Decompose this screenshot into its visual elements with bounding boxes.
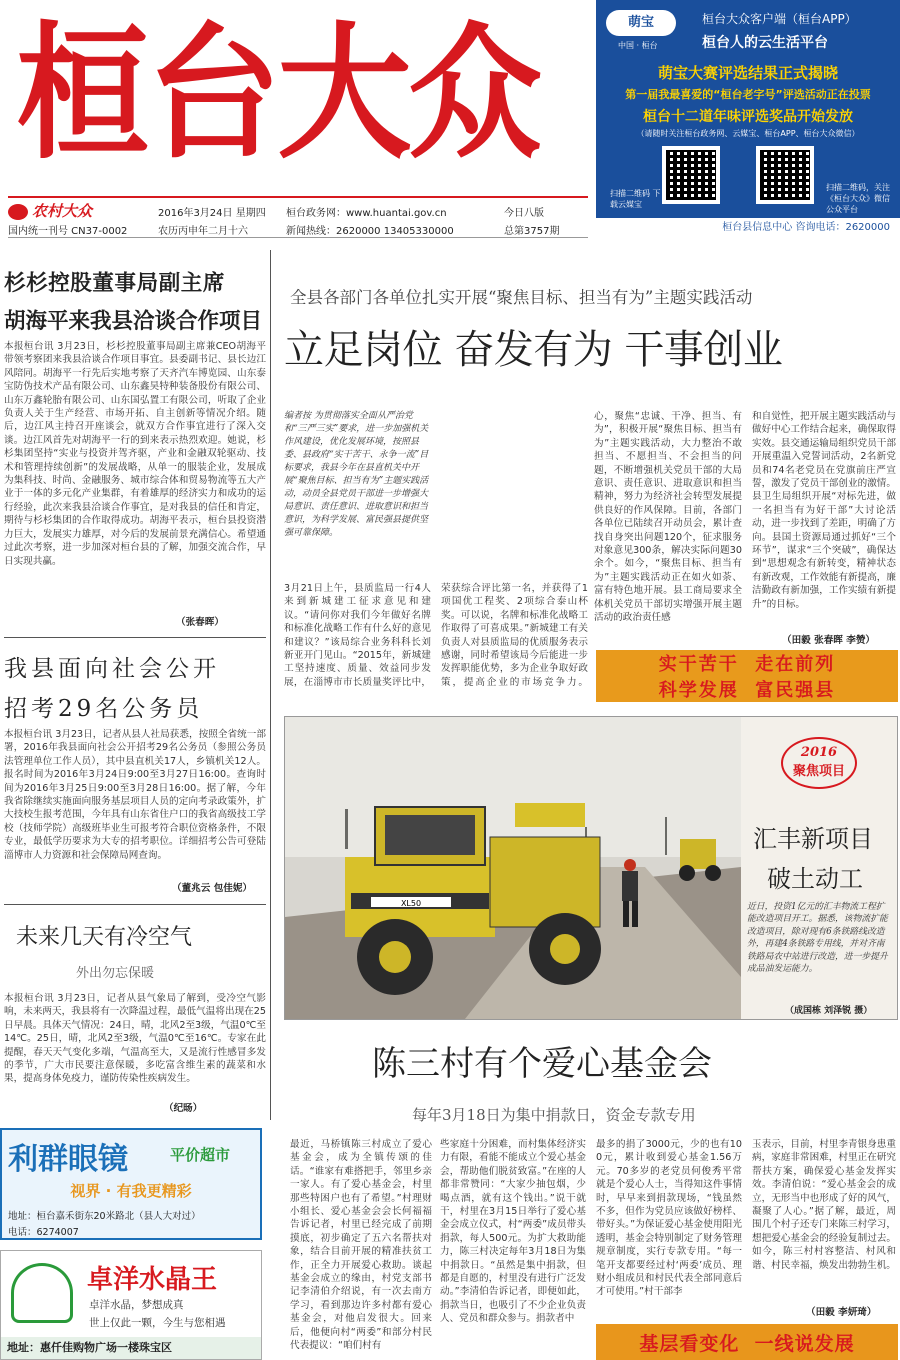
masthead xyxy=(0,0,590,195)
project-badge xyxy=(781,737,857,789)
liqun-glasses-ad xyxy=(0,1128,262,1240)
zhuoyang-slogan-2: 世上仅此一颗，今生与您相遇 xyxy=(89,1317,226,1329)
ad-line-4: （请随时关注桓台政务网、云媒宝、桓台APP、桓台大众微信） xyxy=(636,129,860,138)
app-ad xyxy=(596,0,900,238)
article3-byline: （纪旸） xyxy=(164,1103,203,1114)
cn-number: 国内统一刊号 CN37-0002 xyxy=(8,226,128,237)
scan-follow-text: 扫描二维码，关注《桓台大众》微信公众平台 xyxy=(826,183,890,214)
zhuoyang-slogan-1: 卓洋水晶，梦想成真 xyxy=(89,1299,184,1311)
client-name: 桓台大众客户端（桓台APP） xyxy=(702,12,857,26)
lead-editor-note: 编者按 为贯彻落实全面从严治党和“三严三实”要求，进一步加强机关作风建设，优化发展环境，按照县委、县政府“实干苦干、永争一流”目标要求，我县今年在县直机关中开展“聚焦目标、担当有为”主题实践活动，动员全县党员干部进一步增强大局意识、责任意识、进取意识和担当意识，为科学发展、富民强县提供坚强可靠保障。 xyxy=(284,411,429,538)
lead-byline: （田毅 张春晖 李赞） xyxy=(782,635,876,646)
crystal-logo-icon xyxy=(11,1263,73,1323)
liqun-slogan: 视界 · 有我更精彩 xyxy=(70,1182,192,1200)
news-hotline: 新闻热线：2620000 13405330000 xyxy=(286,226,454,237)
lead-kicker: 全县各部门各单位扎实开展“聚焦目标、担当有为”主题实践活动 xyxy=(290,288,753,307)
story-col1: 最近，马桥镇陈三村成立了爱心基金会，成为全镇传颂的佳话。“谁家有难搭把手，邻里乡亲一家人。有了爱心基金会，村里那些特困户也有了希望。”村理财小组长、爱心基金会会长何福福告诉记者，村里已经完成了前期摸底，初步确定了五六名帮扶对象，结合目前开展的精准扶贫工作，正全力开展爱心救助。谈起基金会成立的缘由，村党支部书记李清伯介绍说，有一次去南方学习，看到那边许多村都有爱心基金会，对他启发很大。回来后，他便向村“两委”和部分村民代表提议：“咱们村有 xyxy=(290,1139,432,1352)
story-subhead: 每年3月18日为集中捐款日，资金专款专用 xyxy=(412,1106,696,1124)
lead-col4: 和自觉性，把开展主题实践活动与做好中心工作结合起来，确保取得实效。县交通运输局组织党员干部开展重温入党誓词活动，2名新党员和74名老党员在党旗前庄严宣誓，激发了党员干部创业的激情。县卫生局组织开展“对标先进，做一名担当有为好干部”大讨论活动，进一步找到了差距，明确了方向。县国土资源局通过抓好“三个环节”，谋求“三个突破”，确保达到“思想观念有新转变，精神状态有新改观，工作效能有新提高，廉洁勤政有新加强，工作实绩有新提升”的目标。 xyxy=(752,411,896,610)
liqun-phone: 电话：6274007 xyxy=(8,1227,79,1238)
total-issue: 总第3757期 xyxy=(504,226,560,237)
story-headline: 陈三村有个爱心基金会 xyxy=(372,1044,712,1084)
issue-info-strip xyxy=(8,196,588,238)
brand-logo: 萌宝 xyxy=(606,10,676,36)
article3-title: 未来几天有冷空气 xyxy=(16,925,193,950)
slogan-banner-line1: 实干苦干 走在前列 xyxy=(658,654,836,675)
divider xyxy=(4,637,266,638)
issue-date: 2016年3月24日 星期四 xyxy=(158,208,266,219)
client-slogan: 桓台人的云生活平台 xyxy=(702,35,828,51)
zhuoyang-crystal-ad xyxy=(0,1250,262,1360)
ad-footer: 桓台县信息中心 咨询电话：2620000 xyxy=(596,218,900,238)
story-col4: 玉表示，目前，村里李青银身患重病，家庭非常困难，村里正在研究帮扶方案，确保爱心基金发挥实效。李清伯说：“爱心基金会的成立，无形当中也形成了好的风气，凝聚了人心。”据了解，最近，周围几个村子还专门来陈三村学习，想把爱心基金会的经验复制过去。如今，陈三村村容整洁、村风和谐、村民幸福，焕发出勃勃生机。 xyxy=(752,1139,896,1271)
photo-caption: 近日，投资1亿元的汇丰物流工程扩能改造项目开工。据悉，该物流扩能改造项目，除对现有6条铁路线改造外，再建4条铁路专用线，并对齐南铁路局农中站进行改造，进一步提升成品油发运能力。 xyxy=(747,902,888,975)
zhuoyang-address: 地址：惠仟佳购物广场一楼珠宝区 xyxy=(1,1337,261,1359)
rural-paper-name: 农村大众 xyxy=(32,202,93,220)
photo-feature xyxy=(284,716,898,1020)
article2-byline: （董兆云 包佳妮） xyxy=(172,883,253,894)
rural-logo-icon xyxy=(8,204,28,220)
qr-code-app[interactable] xyxy=(662,146,720,204)
article1-title-line2: 胡海平来我县洽谈合作项目 xyxy=(4,309,263,334)
photo-credit: （成国栋 刘泽锐 摄） xyxy=(785,1006,873,1016)
lead-col2-top xyxy=(438,410,586,580)
article2-title-line1: 我县面向社会公开 xyxy=(4,656,220,682)
divider xyxy=(4,904,266,905)
lead-headline: 立足岗位 奋发有为 干事创业 xyxy=(284,327,783,373)
zhuoyang-name: 卓洋水晶王 xyxy=(87,1265,218,1295)
article3-body: 本报桓台讯 3月23日，记者从县气象局了解到，受冷空气影响，未来两天，我县将有一次降温过程，最低气温将出现在25日早晨。具体天气情况：24日，晴，北风2至3级，气温0℃至14℃。25日，晴，北风2至3级，气温0℃至16℃。专家在此提醒，春天天气变化多端，气温高至大，又是流行性感冒多发的季节，广大市民要注意保暖，多吃富含维生素的蔬菜和水果，提高身体免疫力，谨防传染性疾病发生。 xyxy=(4,993,266,1085)
article3-subtitle: 外出勿忘保暖 xyxy=(76,966,155,981)
story-byline: （田毅 李妍琦） xyxy=(806,1307,877,1318)
article1-body: 本报桓台讯 3月23日，杉杉控股董事局副主席兼CEO胡海平带领考察团来我县洽谈合作项目事宜。县委副书记、县长边江风陪同。胡海平一行先后实地考察了天齐汽车博览园、山东泰宝防伪技术产品有限公司、山东鑫昊特种装备股份有限公司、山东万鑫轮胎有限公司、山东国弘置工有限公司，听取了企业负责人关于生产经营、市场开拓、自主创新等情况介绍。随后，边江风主持召开座谈会，就双方合作事宜进行了深入交谈。边江风首先对胡海平一行的到来表示热烈欢迎。她说，杉杉集团坚持“实业与投资并驾齐驱，产业和金融双轮驱动、技术和管理持续创新”的发展战略，从单一的服装企业，发展成为集科技、时尚、金融服务、城市综合体和贸易物流等五大产业于一体的多元化产业集群，有着雄厚的经济实力和成功的运行经验，此次来我县洽谈合作事宜，是对我县的信任和肯定，期待与杉杉集团的合作取得成功。胡海平表示，桓台县投资潜力巨大，发展实力雄厚，对今后的发展前景充满信心。希望通过此次考察，进一步加深对桓台县的了解，加强交流合作，早日实现共赢。 xyxy=(4,341,266,567)
machine-label: XL50 xyxy=(400,899,422,908)
story-col2: 些家庭十分困难，而村集体经济实力有限，看能不能成立个爱心基金会，帮助他们脱贫致富。”在座的人都非常赞同：“大家少抽包烟，少喝点酒，就有这个钱出。”说干就干，村里在3月15日举行了爱心基金会成立仪式，村“两委”成员带头捐款，每人500元。为扩大救助能力，陈三村决定每年3月18日为集中捐款日。“虽然是集中捐款，但都是自愿的，村里没有进行广泛发动。”李清伯告诉记者，即便如此，捐款当日，也吸引了不少企业负责人、党员和群众参与。捐款者中 xyxy=(440,1139,586,1325)
lunar-date: 农历丙申年二月十六 xyxy=(158,226,248,237)
ad-line-1: 萌宝大赛评选结果正式揭晓 xyxy=(657,64,838,82)
slogan-banner xyxy=(596,650,898,702)
badge-year: 2016 xyxy=(800,745,838,760)
qr-code-wechat[interactable] xyxy=(756,146,814,204)
pages-today: 今日八版 xyxy=(504,208,544,219)
construction-photo[interactable] xyxy=(285,717,741,1019)
liqun-name: 利群眼镜 xyxy=(8,1142,128,1177)
liqun-address: 地址：桓台嘉禾街东20米路北（县人大对过） xyxy=(8,1211,201,1222)
lead-col2: 3月21日上午，县质监局一行4人来到新城建工征求意见和建议。“请问你对我们今年做好名牌和标准化战略工作有什么好的意见和建议？”该局综合业务科科长刘新亚开门见山。“2015年，新城建工坚持速度、质量、效益同步发展，在淄博市市长质量奖评比中，荣获综合评比第一名，并获得了1项国优工程奖、2项综合泰山杯奖。可以说，名牌和标准化战略工作取得了可喜成果。”新城建工有关负责人对县质监局的优质服务表示感谢，同时希望该局今后能进一步发挥职能优势，多为企业争取好政策，提高企业的市场竞争力。 xyxy=(284,583,588,688)
website: 桓台政务网：www.huantai.gov.cn xyxy=(286,208,447,219)
lead-col3: 心，聚焦“忠诚、干净、担当、有为”，积极开展“聚焦目标、担当有为”主题实践活动，大力整治不敢担当、不愿担当、不会担当的问题，不断增强机关党员干部的大局意识、责任意识、进取意识和担当精神，努力为经济社会转型发展提供良好的作风保障。目前，各部门各单位已陆续召开动员会，累计查找自身突出问题120个，征求服务对象意见300条，解决实际问题30余个。如今，“聚焦目标、担当有为”主题实践活动正在如火如荼、富有特色地开展。县工商局要求全体机关党员干部切实增强开展主题活动的政治责任感 xyxy=(594,411,742,624)
photo-title-line1: 汇丰新项目 xyxy=(753,825,873,853)
photo-title-line2: 破土动工 xyxy=(767,865,863,893)
bottom-slogan-banner: 基层看变化 一线说发展 xyxy=(596,1324,898,1360)
liqun-tag: 平价超市 xyxy=(170,1146,231,1164)
ad-line-3: 桓台十二道年味评选奖品开始发放 xyxy=(643,109,853,125)
story-col3: 最多的捐了3000元，少的也有100元，累计收到爱心基金1.56万元。70多岁的老党员何俊秀平常就是个爱心人士，当得知这件事情时，早早来到捐款现场，“钱虽然不多，但作为党员应该做好榜样、带好头。”为保证爱心基金使用阳光透明，基金会特别制定了财务管理规章制度，实行专款专用。“每一笔开支都要经过村‘两委’成员、理财小组成员和村民代表全部同意后才可使用。”村干部李 xyxy=(596,1139,742,1298)
newspaper-logo: 桓台大众 xyxy=(16,8,539,179)
article2-body: 本报桓台讯 3月23日，记者从县人社局获悉，按照全省统一部署，2016年我县面向社会公开招考29名公务员（参照公务员法管理单位工作人员），其中县直机关17人，乡镇机关12人。报名时间为2016年3月24日9:00至3月27日16:00。查询时间为2016年3月25日9:00至3月28日16:00。据了解，今年我省除继续实施面向服务基层项目人员的定向考录政策外，扩大技校生报考范围，今年具有山东省住户口的我省高级技工学校（技师学院）高级班毕业生可报考符合职位资格条件，不限专业，最低学历要求为大专的招考职位。详细招考公告可登陆淄博市人力资源和社会保障局网查询。 xyxy=(4,729,266,861)
badge-label: 聚焦项目 xyxy=(792,764,845,779)
article1-title-line1: 杉杉控股董事局副主席 xyxy=(4,271,226,296)
slogan-banner-line2: 科学发展 富民强县 xyxy=(658,680,836,701)
column-divider xyxy=(270,250,271,1120)
ad-line-2: 第一届我最喜爱的“桓台老字号”评选活动正在投票 xyxy=(625,88,871,101)
article2-title-line2: 招考29名公务员 xyxy=(4,696,204,722)
brand-sub: 中国 · 桓台 xyxy=(618,41,658,50)
scan-download-text: 扫描二维码 下载云媒宝 xyxy=(610,189,661,209)
article1-byline: （张春晖） xyxy=(176,617,224,628)
